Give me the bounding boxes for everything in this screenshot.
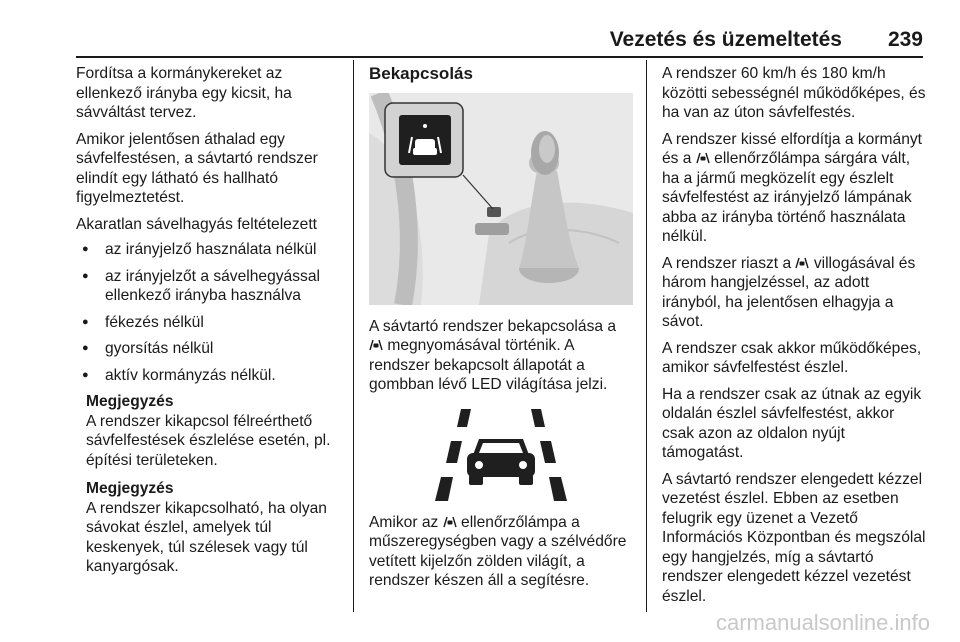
paragraph-text: ellenőrzőlámpa a műszeregységben vagy a szélvédőre vetített kijelzőn zölden világít, a rendszer készen áll a segítésre. — [369, 513, 627, 589]
note-title: Megjegyzés — [86, 393, 174, 410]
lane-icon-illustration — [369, 403, 633, 503]
paragraph — [662, 130, 926, 247]
paragraph-text: A rendszer kissé elfordítja a kormányt és a — [662, 130, 923, 167]
watermark: carmanualsonline.info — [715, 610, 930, 635]
header-divider — [76, 56, 923, 58]
list-item: ● az irányjelzőt a sávelhegyással ellenkező irányba használva — [76, 267, 338, 306]
paragraph: A sávtartó rendszer elengedett kézzel vezetést észlel. Ebben az esetben felugrik egy üzenet a Vezető Információs Központban és megszólal egy hangjelzés, míg a sávtartó rendszer elengedett kézzel vezetést észlel. — [662, 470, 926, 605]
console-illustration — [369, 93, 633, 305]
lane-keep-assist-icon — [369, 337, 383, 349]
list-item: ● aktív kormányzás nélkül. — [76, 366, 338, 386]
paragraph — [369, 317, 633, 395]
page-number: 239 — [887, 28, 923, 51]
page-header-title: Vezetés és üzemeltetés — [609, 28, 842, 51]
paragraph-text: ellenőrzőlámpa sárgára vált, ha a jármű megközelít egy észlelt sávfelfestést az irányjelző lámpának abba az irányba történő használata nélkül. — [662, 150, 912, 245]
lane-keep-assist-large-icon — [369, 403, 633, 503]
condition-list — [76, 240, 338, 385]
paragraph-text: villogásával és három hangjelzéssel, az adott irányból, ha jelentősen elhagyja a sávot. — [662, 254, 916, 330]
lane-keep-assist-icon — [795, 255, 809, 267]
paragraph: Fordítsa a kormánykereket az ellenkező irányba egy kicsit, ha sávváltást tervez. — [76, 65, 292, 121]
paragraph: Akaratlan sávelhagyás feltételezett — [76, 215, 317, 233]
list-item: ● gyorsítás nélkül — [76, 339, 338, 359]
list-item: ● fékezés nélkül — [76, 313, 338, 333]
column-divider-2 — [646, 60, 647, 612]
column-1 — [76, 64, 338, 586]
paragraph: A rendszer 60 km/h és 180 km/h közötti sebességnél működőképes, és ha van az úton sávfelfestés. — [662, 65, 926, 121]
lane-keep-assist-icon — [696, 150, 710, 162]
note-2 — [76, 479, 338, 577]
column-divider-1 — [353, 60, 354, 612]
column-3 — [662, 64, 926, 613]
section-title: Bekapcsolás — [369, 64, 473, 83]
paragraph — [662, 254, 926, 332]
gear-console-illustration — [369, 93, 633, 305]
paragraph-text: Amikor az — [369, 513, 439, 531]
lane-keep-assist-icon — [443, 514, 457, 526]
list-item: ● az irányjelző használata nélkül — [76, 240, 338, 260]
paragraph: Ha a rendszer csak az útnak az egyik oldalán észlel sávfelfestést, akkor csak azon az oldalon nyújt támogatást. — [662, 385, 922, 461]
paragraph-text: A rendszer riaszt a — [662, 254, 792, 272]
note-title: Megjegyzés — [86, 480, 174, 497]
note-text: A rendszer kikapcsolható, ha olyan sávokat észlel, amelyek túl keskenyek, túl szélesek vagy túl kanyargósak. — [86, 499, 327, 575]
paragraph-text: A sávtartó rendszer bekapcsolása a — [369, 317, 617, 335]
column-2 — [369, 64, 633, 598]
note-text: A rendszer kikapcsol félreérthető sávfelfestések észlelése esetén, pl. építési területeken. — [86, 412, 331, 469]
note-1 — [76, 392, 338, 470]
paragraph — [369, 513, 633, 591]
paragraph: A rendszer csak akkor működőképes, amikor sávfelfestést észlel. — [662, 339, 922, 376]
paragraph: Amikor jelentősen áthalad egy sávfelfestésen, a sávtartó rendszer elindít egy látható és hallható figyelmeztetést. — [76, 130, 318, 206]
paragraph-text: megnyomásával történik. A rendszer bekapcsolt állapotát a gombban lévő LED világítása jelzi. — [369, 337, 608, 393]
